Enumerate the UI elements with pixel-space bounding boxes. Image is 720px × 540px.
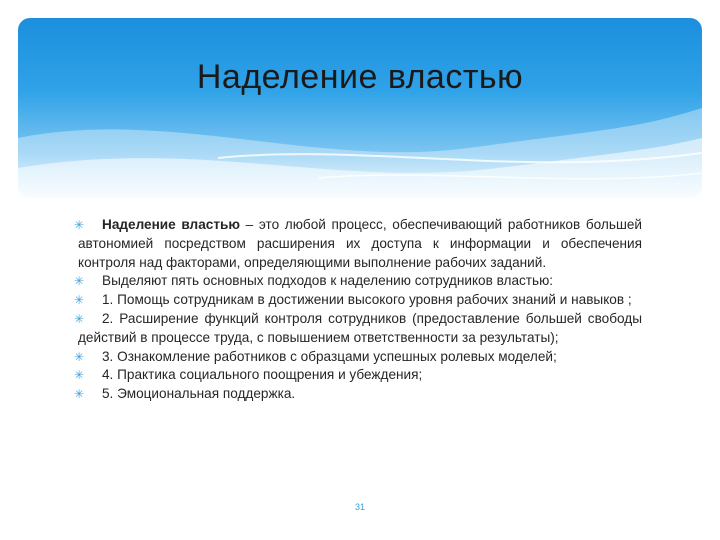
asterisk-bullet-icon: ✳ — [74, 387, 85, 402]
list-item — [74, 310, 642, 348]
list-item-number: 4. — [102, 367, 114, 383]
list-item — [74, 366, 642, 385]
list-item-number: 1. — [102, 292, 114, 308]
list-item — [74, 385, 642, 404]
list-item-text: Практика социального поощрения и убеждения; — [113, 367, 423, 383]
wave-decoration — [18, 18, 702, 198]
asterisk-bullet-icon: ✳ — [74, 274, 85, 289]
list-item-text: Ознакомление работников с образцами успешных ролевых моделей; — [113, 348, 557, 364]
slide-title: Наделение властью — [196, 58, 524, 96]
list-item-text: – это любой процесс, обеспечивающий работников большей автономией посредством расширения их доступа к информации и обеспечения контроля над факторами, определяющими выполнение рабочих заданий. — [78, 217, 642, 270]
list-item-number: 5. — [102, 386, 114, 402]
list-item-text: Помощь сотрудникам в достижении высокого уровня рабочих знаний и навыков ; — [113, 292, 632, 308]
slide-body — [74, 216, 642, 404]
list-item-text: Выделяют пять основных подходов к наделению сотрудников властью: — [102, 273, 554, 289]
list-item-text: Эмоциональная поддержка. — [113, 386, 296, 402]
page-number: 31 — [354, 502, 365, 512]
asterisk-bullet-icon: ✳ — [74, 368, 85, 383]
asterisk-bullet-icon: ✳ — [74, 311, 85, 326]
asterisk-bullet-icon: ✳ — [74, 293, 85, 308]
list-item-number: 3. — [102, 348, 114, 364]
list-item — [74, 216, 642, 272]
list-item-number: 2. — [102, 310, 114, 326]
asterisk-bullet-icon: ✳ — [74, 218, 85, 232]
list-item-text: Расширение функций контроля сотрудников (предоставление большей свободы действий в процессе труда, с повышением ответственности за результаты); — [78, 310, 642, 345]
list-item — [74, 348, 642, 367]
list-item — [74, 291, 642, 310]
term-bold: Наделение властью — [102, 217, 240, 232]
title-banner — [18, 18, 702, 198]
asterisk-bullet-icon: ✳ — [74, 349, 85, 364]
list-item — [74, 272, 642, 291]
